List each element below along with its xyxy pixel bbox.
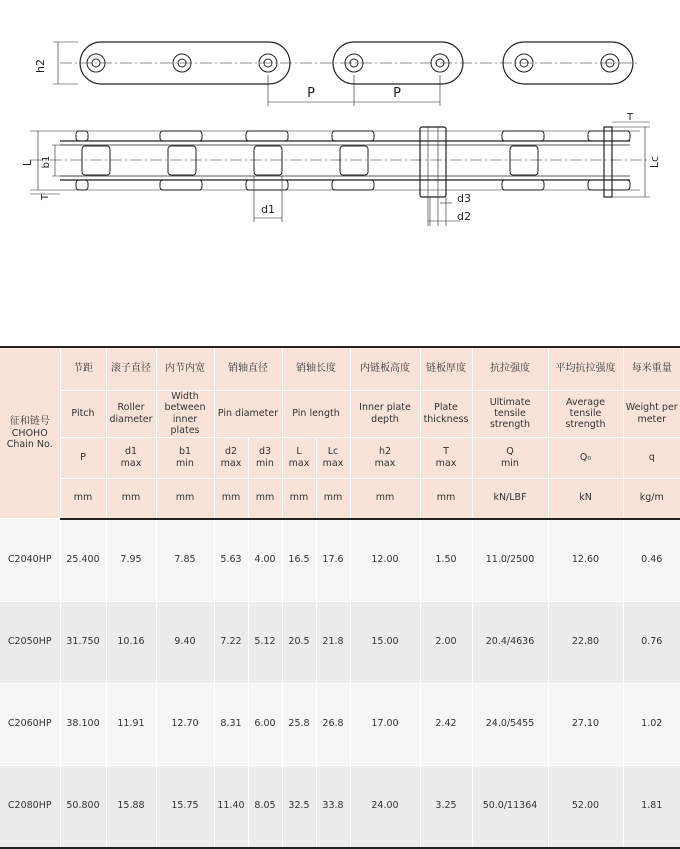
header-thick-en: Plate thickness	[420, 391, 472, 438]
header-depth-cn: 内链板高度	[350, 347, 420, 391]
table-row	[0, 519, 680, 602]
cell-thickness: 2.42	[420, 683, 472, 765]
header-width-unit: mm	[156, 478, 214, 519]
header-pitch-cn: 节距	[60, 347, 106, 391]
header-lc-unit: mm	[316, 478, 350, 519]
header-chain-no-en: Chain No.	[6, 439, 53, 451]
header-width-sym	[156, 437, 214, 478]
cell-thickness: 2.00	[420, 601, 472, 683]
header-l-limit: max	[288, 457, 310, 469]
cell-chain: C2050HP	[0, 601, 60, 683]
header-chain-no	[0, 347, 60, 519]
header-thick-cn: 链板厚度	[420, 347, 472, 391]
header-roller-sym	[106, 437, 156, 478]
cell-pitch: 31.750	[60, 601, 106, 683]
cell-d2: 7.22	[214, 601, 248, 683]
label-pitch-left: P	[307, 86, 315, 101]
cell-d3: 5.12	[248, 601, 282, 683]
header-roller-en: Roller diameter	[106, 391, 156, 438]
cell-pitch: 50.800	[60, 765, 106, 848]
cell-roller: 11.91	[106, 683, 156, 765]
header-roller-symbol: d1	[124, 446, 138, 458]
header-avg-cn: 平均抗拉强度	[548, 347, 623, 391]
header-depth-symbol: h2	[378, 446, 392, 458]
header-avg-unit: kN	[548, 478, 623, 519]
header-pitch-unit: mm	[60, 478, 106, 519]
cell-chain: C2060HP	[0, 683, 60, 765]
header-pin-dia-cn: 销轴直径	[214, 347, 282, 391]
cell-d3: 8.05	[248, 765, 282, 848]
header-l-sym	[282, 437, 316, 478]
header-depth-limit: max	[374, 457, 396, 469]
cell-depth: 12.00	[350, 519, 420, 602]
label-pitch-right: P	[393, 86, 401, 101]
cell-width: 12.70	[156, 683, 214, 765]
label-lc: Lc	[648, 155, 661, 169]
cell-roller: 15.88	[106, 765, 156, 848]
cell-l: 16.5	[282, 519, 316, 602]
cell-avg: 22.80	[548, 601, 623, 683]
cell-l: 32.5	[282, 765, 316, 848]
header-avg-sym	[548, 437, 623, 478]
header-lc-symbol: Lc	[327, 446, 339, 458]
label-thickness-right: T	[626, 112, 634, 123]
header-pin-dia-en: Pin diameter	[214, 391, 282, 438]
header-pitch-symbol: P	[80, 451, 86, 463]
header-depth-unit: mm	[350, 478, 420, 519]
cell-thickness: 1.50	[420, 519, 472, 602]
header-lc-sym	[316, 437, 350, 478]
header-chain-no-brand: CHOHO	[11, 427, 48, 439]
cell-width: 9.40	[156, 601, 214, 683]
label-b1: b1	[41, 155, 52, 169]
cell-depth: 15.00	[350, 601, 420, 683]
cell-d2: 11.40	[214, 765, 248, 848]
header-pin-len-en: Pin length	[282, 391, 350, 438]
label-length: L	[21, 159, 34, 167]
header-uts-sym	[472, 437, 548, 478]
header-weight-unit: kg/m	[623, 478, 680, 519]
header-roller-cn: 滚子直径	[106, 347, 156, 391]
label-d3: d3	[457, 192, 471, 205]
header-weight-sym	[623, 437, 680, 478]
header-weight-cn: 每米重量	[623, 347, 680, 391]
cell-d3: 4.00	[248, 519, 282, 602]
header-d3-sym	[248, 437, 282, 478]
header-l-unit: mm	[282, 478, 316, 519]
cell-weight: 1.81	[623, 765, 680, 848]
label-thickness-left: T	[40, 193, 51, 201]
cell-avg: 12.60	[548, 519, 623, 602]
header-weight-en: Weight per meter	[623, 391, 680, 438]
header-d3-unit: mm	[248, 478, 282, 519]
table-row	[0, 765, 680, 848]
cell-l: 25.8	[282, 683, 316, 765]
header-d2-symbol: d2	[224, 446, 238, 458]
header-width-limit: min	[176, 457, 194, 469]
label-d2: d2	[457, 210, 471, 223]
header-roller-unit: mm	[106, 478, 156, 519]
header-thick-sym	[420, 437, 472, 478]
cell-depth: 17.00	[350, 683, 420, 765]
cell-d2: 5.63	[214, 519, 248, 602]
header-width-cn: 内节内宽	[156, 347, 214, 391]
cell-avg: 52.00	[548, 765, 623, 848]
header-pitch-sym	[60, 437, 106, 478]
cell-uts: 50.0/11364	[472, 765, 548, 848]
header-d2-unit: mm	[214, 478, 248, 519]
chain-spec-table	[0, 346, 680, 849]
header-lc-limit: max	[322, 457, 344, 469]
cell-width: 15.75	[156, 765, 214, 848]
cell-lc: 26.8	[316, 683, 350, 765]
header-width-symbol: b1	[178, 446, 192, 458]
cell-l: 20.5	[282, 601, 316, 683]
header-thick-unit: mm	[420, 478, 472, 519]
cell-chain: C2040HP	[0, 519, 60, 602]
header-avg-en: Average tensile strength	[548, 391, 623, 438]
header-uts-en: Ultimate tensile strength	[472, 391, 548, 438]
header-d3-symbol: d3	[258, 446, 272, 458]
header-depth-en: Inner plate depth	[350, 391, 420, 438]
header-pin-len-cn: 销轴长度	[282, 347, 350, 391]
cell-uts: 24.0/5455	[472, 683, 548, 765]
cell-lc: 21.8	[316, 601, 350, 683]
cell-roller: 10.16	[106, 601, 156, 683]
cell-weight: 1.02	[623, 683, 680, 765]
table-row	[0, 683, 680, 765]
header-depth-sym	[350, 437, 420, 478]
header-width-en: Width between inner plates	[156, 391, 214, 438]
header-d3-limit: min	[256, 457, 274, 469]
cell-avg: 27.10	[548, 683, 623, 765]
cell-lc: 17.6	[316, 519, 350, 602]
header-thick-limit: max	[435, 457, 457, 469]
cell-d2: 8.31	[214, 683, 248, 765]
table-row	[0, 601, 680, 683]
header-l-symbol: L	[296, 446, 302, 458]
cell-weight: 0.76	[623, 601, 680, 683]
label-d1: d1	[261, 203, 275, 216]
cell-weight: 0.46	[623, 519, 680, 602]
label-h2: h2	[34, 59, 47, 73]
cell-roller: 7.95	[106, 519, 156, 602]
chain-technical-drawing	[0, 0, 680, 245]
cell-d3: 6.00	[248, 683, 282, 765]
cell-depth: 24.00	[350, 765, 420, 848]
header-d2-sym	[214, 437, 248, 478]
cell-uts: 20.4/4636	[472, 601, 548, 683]
header-thick-symbol: T	[443, 446, 449, 458]
cell-lc: 33.8	[316, 765, 350, 848]
cell-thickness: 3.25	[420, 765, 472, 848]
header-uts-unit: kN/LBF	[472, 478, 548, 519]
header-pitch-en: Pitch	[60, 391, 106, 438]
header-roller-limit: max	[120, 457, 142, 469]
header-uts-limit: min	[501, 457, 519, 469]
header-avg-symbol: Q₀	[579, 451, 592, 463]
cell-chain: C2080HP	[0, 765, 60, 848]
cell-width: 7.85	[156, 519, 214, 602]
header-chain-no-cn: 征和链号	[9, 415, 50, 427]
header-d2-limit: max	[220, 457, 242, 469]
header-uts-symbol: Q	[506, 446, 514, 458]
header-weight-symbol: q	[648, 451, 655, 463]
cell-pitch: 38.100	[60, 683, 106, 765]
cell-pitch: 25.400	[60, 519, 106, 602]
cell-uts: 11.0/2500	[472, 519, 548, 602]
header-uts-cn: 抗拉强度	[472, 347, 548, 391]
